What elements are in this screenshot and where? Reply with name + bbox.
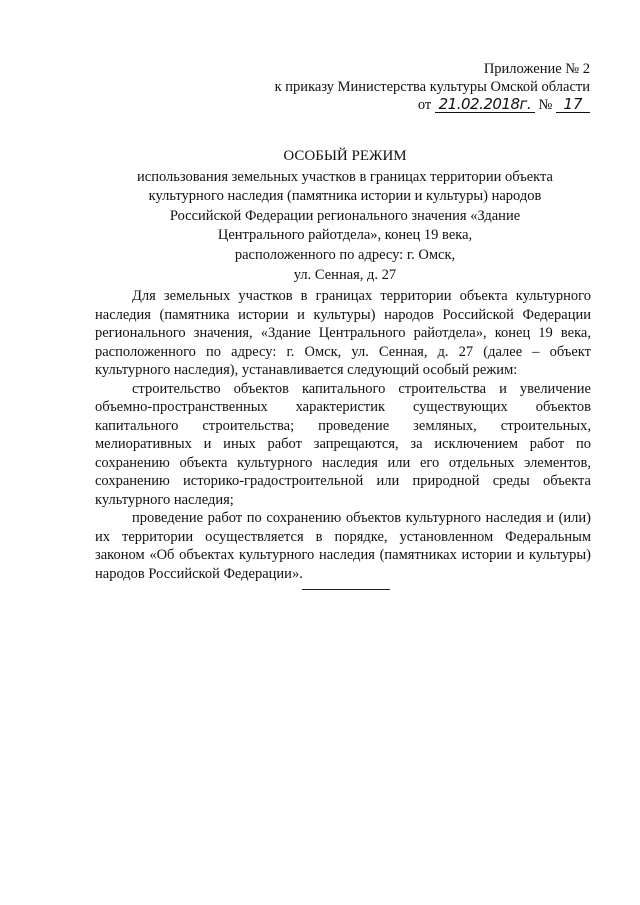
body-paragraph: проведение работ по сохранению объектов культурного наследия и (или) их территории осуществляется в порядке, установленном Федеральным законом «Об объектах культурного наследия (памятниках истории и культуры) народов Российской Федерации».	[95, 510, 591, 582]
appendix-label: Приложение № 2	[483, 61, 590, 77]
from-label: от	[417, 97, 432, 113]
title-line: Центрального райотдела», конец 19 века,	[217, 227, 473, 244]
title-line: ул. Сенная, д. 27	[293, 266, 397, 283]
handwritten-date: 21.02.2018г.	[435, 96, 535, 113]
end-divider-line	[302, 589, 390, 590]
handwritten-number: 17	[556, 96, 590, 113]
title-line: культурного наследия (памятника истории и культуры) народов	[148, 188, 542, 205]
document-header	[275, 60, 590, 114]
title-line: использования земельных участков в границах территории объекта	[137, 168, 553, 185]
number-label: №	[538, 97, 553, 113]
document-body	[95, 287, 591, 583]
body-paragraph: строительство объектов капитального строительства и увеличение объемно-пространственных характеристик существующих объектов капитального строительства; проведение земляных, строительных, мелиоративных и иных работ запрещаются, за исключением работ по сохранению объекта культурного наследия или его отдельных элементов, сохранению историко-градостроительной или природной среды объекта культурного наследия;	[95, 380, 591, 508]
body-paragraph: Для земельных участков в границах территории объекта культурного наследия (памятника истории и культуры) народов Российской Федерации регионального значения, «Здание Центрального райотдела», конец 19 века, расположенного по адресу: г. Омск, ул. Сенная, д. 27 (далее – объект культурного наследия), устанавливается следующий особый режим:	[95, 288, 591, 378]
order-date-number-line	[275, 96, 590, 114]
document-title	[100, 147, 590, 285]
title-line: Российской Федерации регионального значения «Здание	[169, 207, 521, 224]
title-main: ОСОБЫЙ РЕЖИМ	[283, 148, 407, 164]
order-reference: к приказу Министерства культуры Омской области	[274, 79, 590, 95]
title-line: расположенного по адресу: г. Омск,	[234, 246, 456, 263]
